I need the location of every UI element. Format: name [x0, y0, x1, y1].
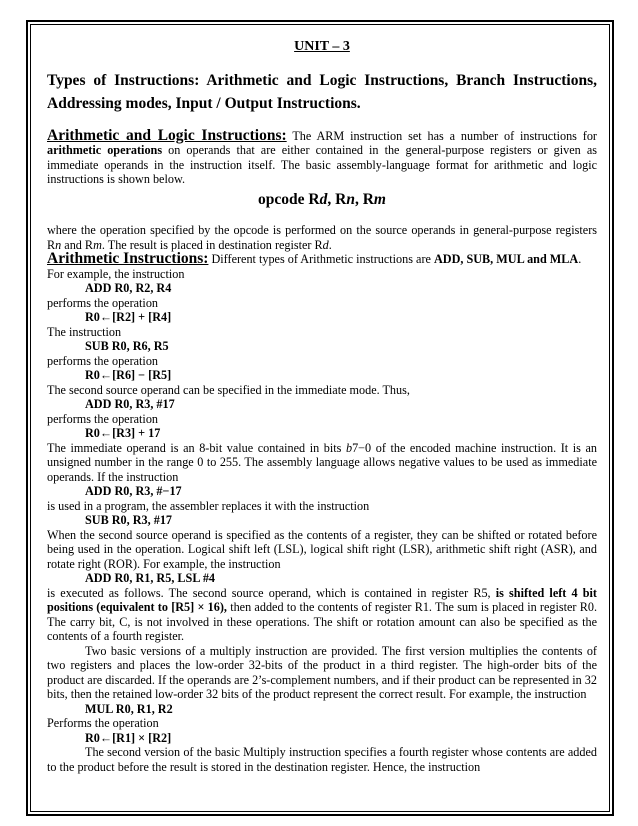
- alu-paragraph: Arithmetic and Logic Instructions: The ARM instruction set has a number of instructions for arithmetic operations on operands that are either contained in the general-purpose registers or given as immediate operands in the instruction itself. The basic assembly-language format for arithmetic and logic instructions is shown below.: [47, 126, 597, 186]
- alu-heading: Arithmetic and Logic Instructions:: [47, 126, 287, 144]
- text-line: For example, the instruction: [47, 266, 185, 281]
- operation-line: R0←[R6] − [R5]: [85, 368, 172, 382]
- format-formula: opcode Rd, Rn, Rm: [258, 190, 386, 208]
- multiply-paragraph: Two basic versions of a multiply instruction are provided. The first version multiplies the contents of two registers and places the low-order 32-bits of the product in a third register. The high-order bits of the product are discarded. If the operands are 2’s-complement numbers, and if their product can be represented in 32 bits, then the retained low-order 32 bits of the product represent the correct result. For example, the instruction: [47, 643, 597, 701]
- code-line: MUL R0, R1, R2: [85, 701, 173, 716]
- text-line: performs the operation: [47, 411, 159, 426]
- execution-paragraph: is executed as follows. The second source operand, which is contained in register R5, is shifted left 4 bit positions (equivalent to [R5] × 16), then added to the contents of register R1. The sum is placed in register R0. The carry bit, C, is not involved in these operations. The shift or rotation amount can also be specified as the contents of a fourth register.: [47, 585, 597, 643]
- operation-line: R0←[R1] × [R2]: [85, 730, 172, 745]
- mla-paragraph: The second version of the basic Multiply instruction specifies a fourth register whose contents are added to the product before the result is stored in the destination register. Hence, the instruction: [47, 745, 597, 774]
- document-body: [47, 40, 597, 774]
- text-line: Performs the operation: [47, 716, 159, 730]
- code-line: ADD R0, R2, R4: [85, 281, 172, 295]
- where-paragraph: where the operation specified by the opcode is performed on the source operands in general-purpose registers Rn and Rm. The result is placed in destination register Rd.: [47, 223, 597, 252]
- text-line: performs the operation: [47, 295, 159, 310]
- arith-paragraph: Arithmetic Instructions: Different types of Arithmetic instructions are ADD, SUB, MUL and MLA.: [47, 250, 582, 267]
- text-line: The second source operand can be specified in the immediate mode. Thus,: [47, 382, 410, 397]
- text-line: is used in a program, the assembler replaces it with the instruction: [47, 498, 370, 513]
- topics-heading: Types of Instructions: Arithmetic and Logic Instructions, Branch Instructions, Addressing modes, Input / Output Instructions.: [47, 71, 597, 112]
- code-line: ADD R0, R3, #−17: [85, 484, 182, 498]
- operation-line: R0←[R3] + 17: [85, 426, 161, 440]
- text-line: performs the operation: [47, 353, 159, 368]
- code-line: ADD R0, R3, #17: [85, 397, 175, 411]
- code-line: SUB R0, R3, #17: [85, 513, 173, 527]
- code-line: SUB R0, R6, R5: [85, 339, 169, 353]
- shift-paragraph: When the second source operand is specified as the contents of a register, they can be shifted or rotated before being used in the operation. Logical shift left (LSL), logical shift right (LSR), arithmetic shift right (ASR), and rotate right (ROR). For example, the instruction: [47, 527, 597, 571]
- unit-title: UNIT – 3: [294, 39, 350, 54]
- code-line: ADD R0, R1, R5, LSL #4: [85, 571, 216, 585]
- operation-line: R0←[R2] + [R4]: [85, 310, 172, 324]
- immediate-paragraph: The immediate operand is an 8-bit value contained in bits b7−0 of the encoded machine instruction. It is an unsigned number in the range 0 to 255. The assembly language allows negative values to be used as immediate operands. If the instruction: [47, 440, 597, 484]
- text-line: The instruction: [47, 324, 122, 339]
- arith-heading: Arithmetic Instructions:: [47, 250, 209, 267]
